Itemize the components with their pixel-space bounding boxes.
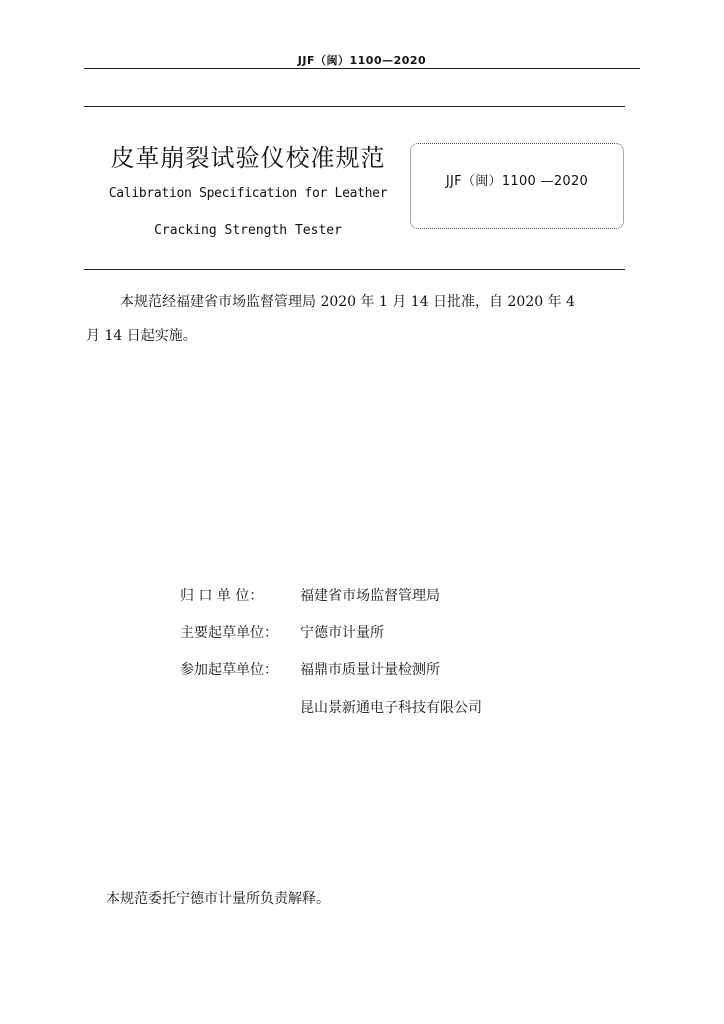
main-drafter-label: 主要起草单位： — [180, 625, 278, 641]
document-code-box — [410, 143, 624, 229]
document-title-en-line2: Cracking Strength Tester — [154, 223, 342, 238]
title-top-divider — [84, 106, 625, 107]
header-divider — [84, 68, 640, 69]
approval-statement-line1: 本规范经福建省市场监督管理局 2020 年 1 月 14 日批准，自 2020 年 4 — [120, 294, 575, 310]
document-title-cn: 皮革崩裂试验仪校准规范 — [110, 144, 386, 172]
participants-label: 参加起草单位： — [180, 662, 278, 678]
info-row-participants-2 — [300, 697, 482, 717]
participants-value-2: 昆山景新通电子科技有限公司 — [300, 700, 482, 716]
document-code: JJF（闽）1100 —2020 — [445, 173, 589, 189]
interpretation-note: 本规范委托宁德市计量所负责解释。 — [106, 891, 330, 907]
main-drafter-value: 宁德市计量所 — [300, 625, 384, 641]
running-header: JJF（闽）1100—2020 — [297, 54, 427, 67]
info-row-main-drafter — [180, 622, 384, 642]
title-bottom-divider — [84, 269, 625, 270]
document-title-en-line1: Calibration Specification for Leather — [108, 186, 388, 201]
participants-value-1: 福鼎市质量计量检测所 — [300, 662, 440, 678]
authority-label: 归 口 单 位： — [180, 588, 264, 604]
approval-statement-line2: 月 14 日起实施。 — [86, 328, 197, 344]
info-row-authority — [180, 585, 440, 605]
authority-value: 福建省市场监督管理局 — [300, 588, 440, 604]
info-row-participants — [180, 659, 440, 679]
